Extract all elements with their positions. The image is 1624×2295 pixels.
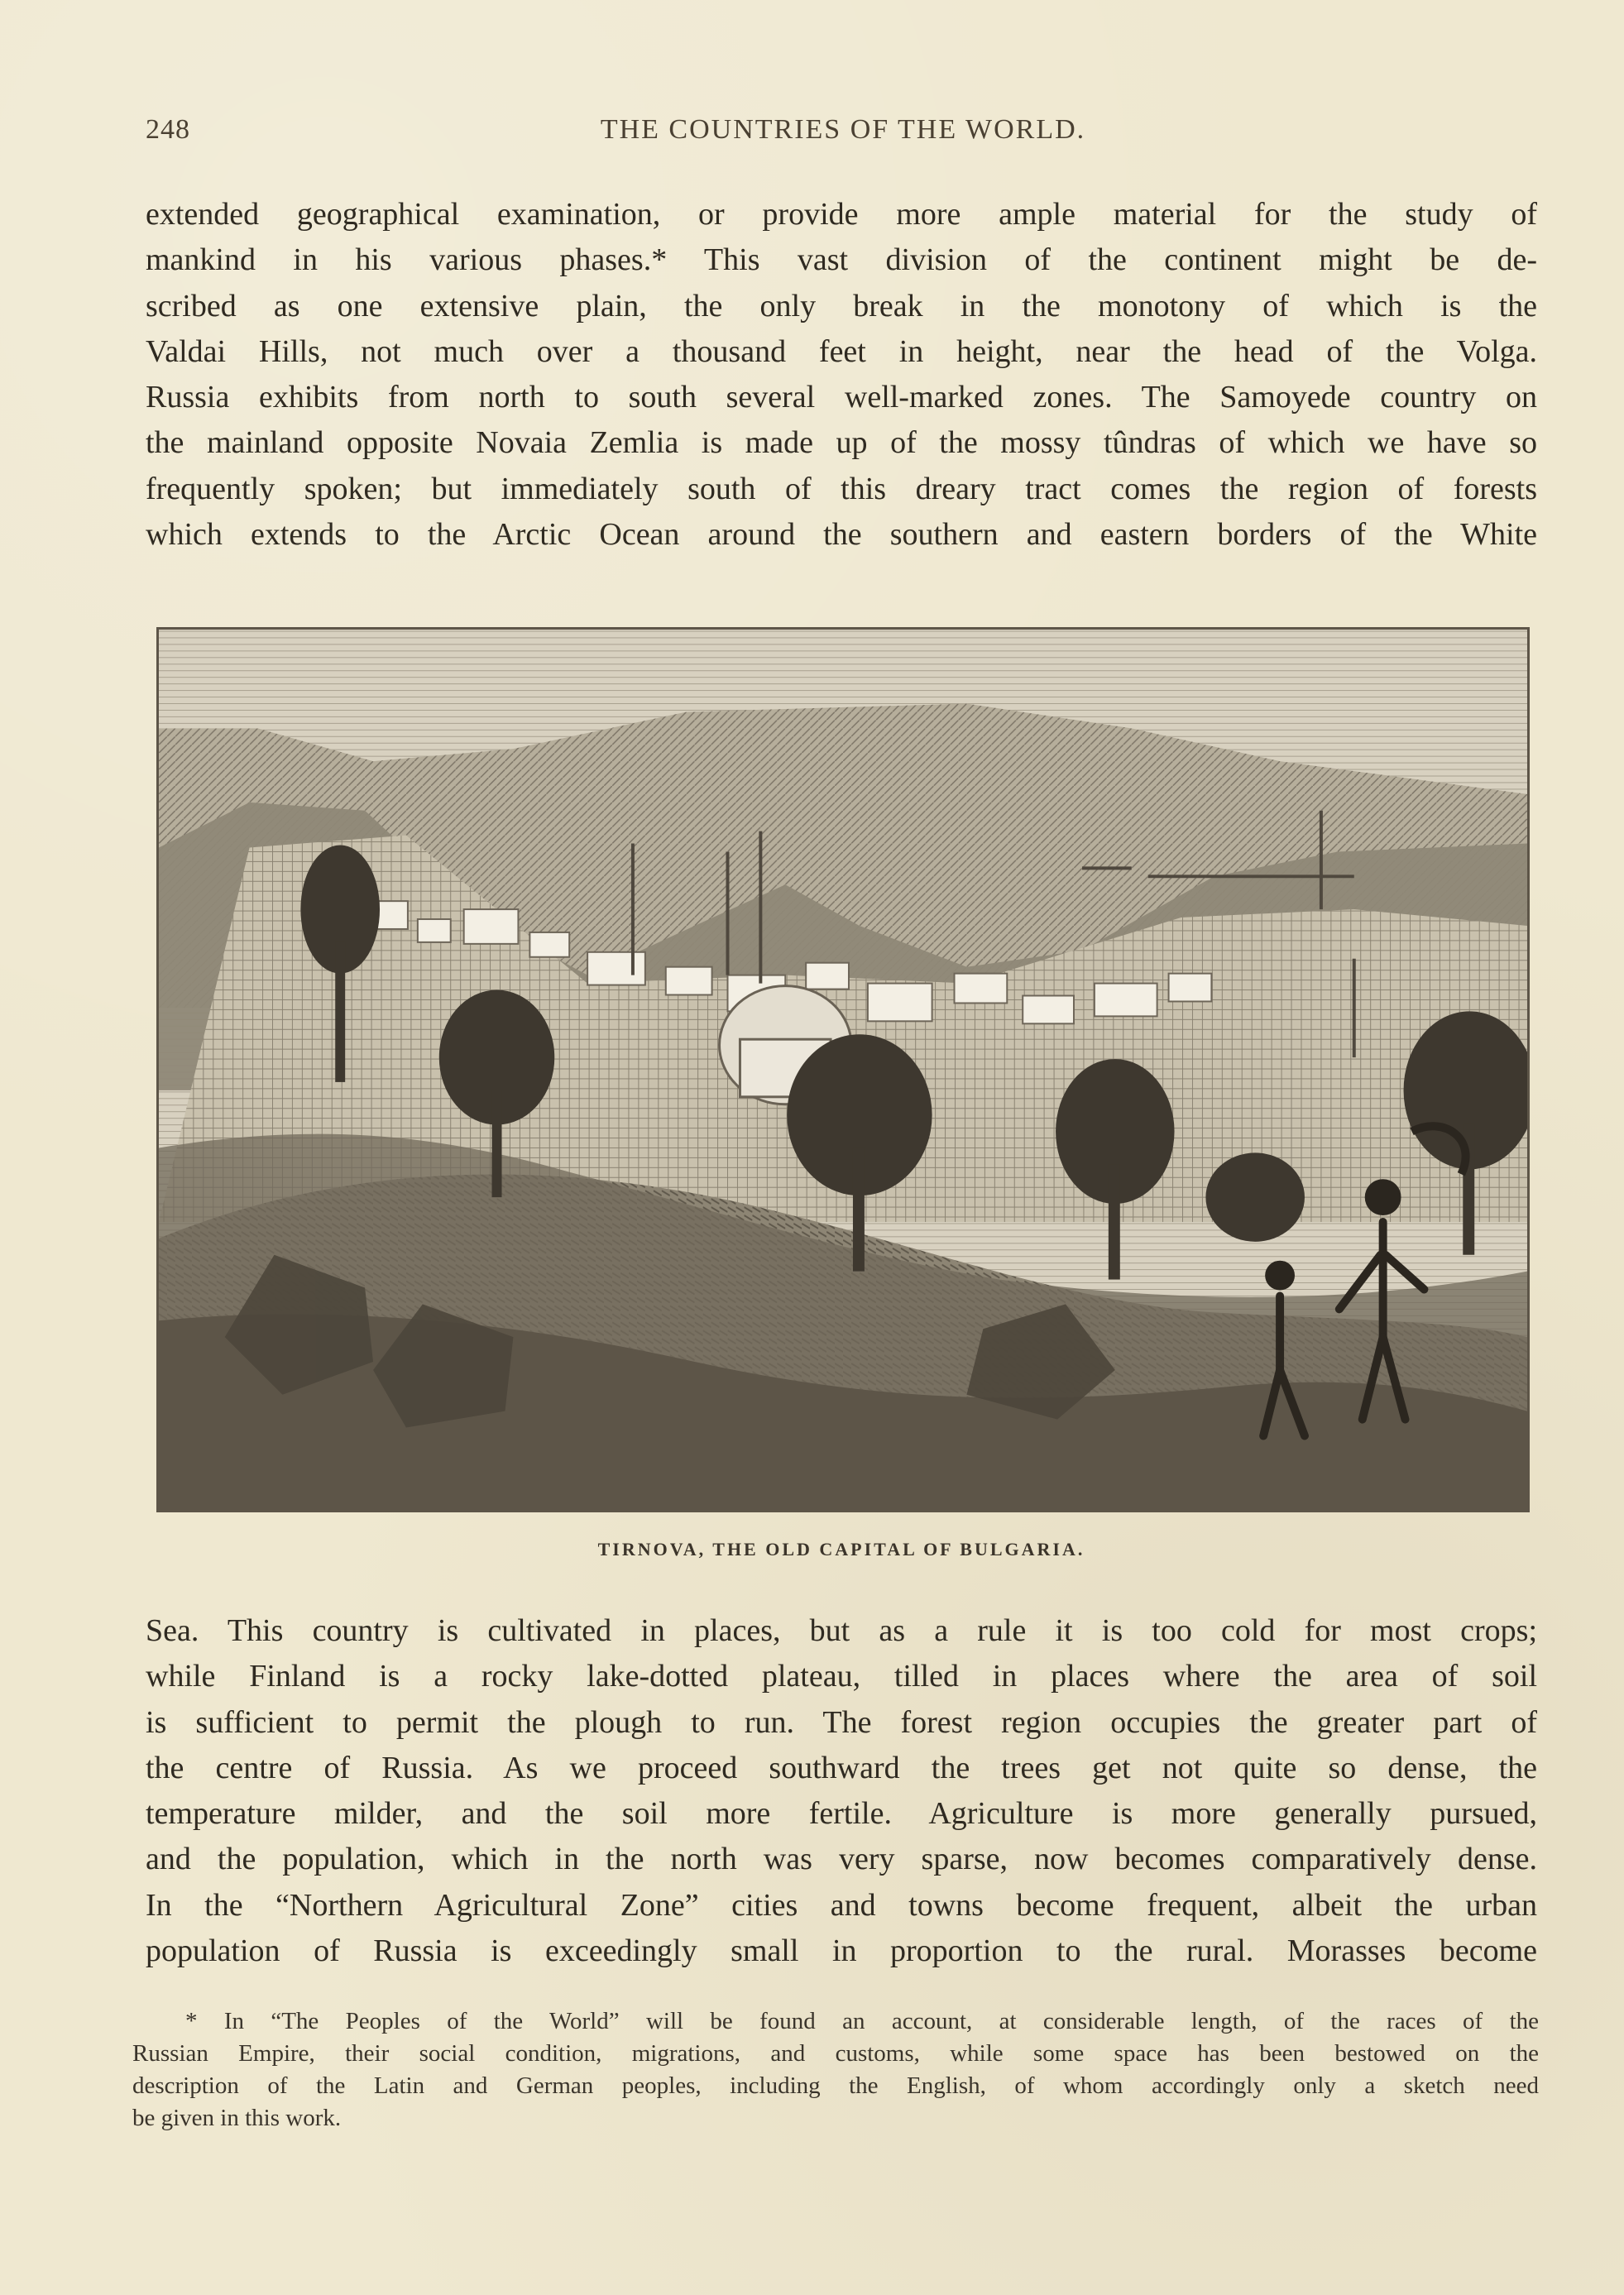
body-line: mankind in his various phases.* This vast division of the continent might be de- (146, 242, 1537, 278)
body-line: the centre of Russia. As we proceed southward the trees get not quite so dense, the (146, 1750, 1537, 1785)
figure-caption: TIRNOVA, THE OLD CAPITAL OF BULGARIA. (597, 1539, 1085, 1560)
footnote-line: be given in this work. (132, 2105, 342, 2131)
body-line: extended geographical examination, or provide more ample material for the study of (146, 197, 1537, 232)
body-line: which extends to the Arctic Ocean around the southern and eastern borders of the White (146, 517, 1537, 553)
running-head: THE COUNTRIES OF THE WORLD. (600, 114, 1086, 145)
body-line: scribed as one extensive plain, the only break in the monotony of which is the (146, 288, 1537, 323)
body-line: temperature milder, and the soil more fertile. Agriculture is more generally pursued, (146, 1796, 1537, 1832)
body-line: the mainland opposite Novaia Zemlia is made up of the mossy tûndras of which we have so (146, 425, 1537, 461)
tirnova-engraving (159, 630, 1527, 1510)
page-header (146, 114, 1540, 149)
page-number: 248 (146, 114, 190, 145)
body-line: Valdai Hills, not much over a thousand feet in height, near the head of the Volga. (146, 333, 1537, 369)
body-line: In the “Northern Agricultural Zone” cities and towns become frequent, albeit the urban (146, 1887, 1537, 1923)
body-text-top (146, 192, 1537, 558)
footnote-line: description of the Latin and German peoples, including the English, of whom accordingly only a sketch need (132, 2072, 1539, 2099)
engraving-illustration (156, 627, 1530, 1512)
body-line: and the population, which in the north was very sparse, now becomes comparatively dense. (146, 1842, 1537, 1877)
body-line: frequently spoken; but immediately south of this dreary tract comes the region of forests (146, 471, 1537, 506)
body-line: is sufficient to permit the plough to run. The forest region occupies the greater part of (146, 1704, 1537, 1740)
body-text-bottom (146, 1608, 1537, 1974)
body-line: while Finland is a rocky lake-dotted plateau, tilled in places where the area of soil (146, 1659, 1537, 1694)
body-line: population of Russia is exceedingly small in proportion to the rural. Morasses become (146, 1933, 1537, 1969)
body-line: Russia exhibits from north to south several well-marked zones. The Samoyede country on (146, 380, 1537, 415)
footnote (132, 2005, 1539, 2134)
body-line: Sea. This country is cultivated in places, but as a rule it is too cold for most crops; (146, 1613, 1537, 1648)
footnote-line: Russian Empire, their social condition, migrations, and customs, while some space has been bestowed on the (132, 2040, 1539, 2067)
footnote-line: * In “The Peoples of the World” will be found an account, at considerable length, of the races of the (185, 2008, 1539, 2034)
